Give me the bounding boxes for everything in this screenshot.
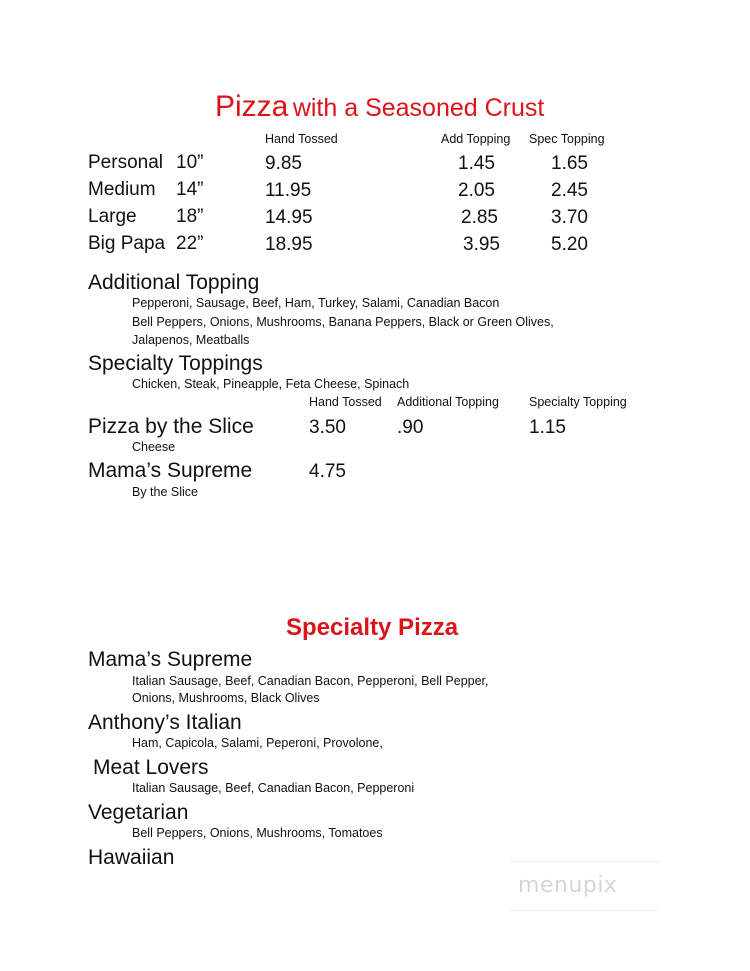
size-name-large: Large [88,206,137,227]
size-inches-personal: 10” [176,152,204,173]
by-slice-sub: Cheese [132,440,176,454]
page-title [215,90,544,124]
price-add-big-papa: 3.95 [463,234,500,255]
price-spec-big-papa: 5.20 [551,234,588,255]
specialty-toppings-heading: Specialty Toppings [88,352,263,375]
specialty-item-desc: Italian Sausage, Beef, Canadian Bacon, Pepperoni [132,781,415,795]
specialty-pizza-title: Specialty Pizza [286,614,459,641]
specialty-item-desc: Onions, Mushrooms, Black Olives [132,691,320,705]
additional-topping-line-3: Jalapenos, Meatballs [132,333,250,347]
size-name-personal: Personal [88,152,163,173]
price-hand-big-papa: 18.95 [265,234,313,255]
size-name-medium: Medium [88,179,156,200]
size-inches-big-papa: 22” [176,233,204,254]
watermark-logo: menupix [518,873,618,898]
specialty-toppings-line: Chicken, Steak, Pineapple, Feta Cheese, Spinach [132,377,410,391]
specialty-item-desc: Italian Sausage, Beef, Canadian Bacon, Pepperoni, Bell Pepper, [132,674,489,688]
specialty-item-name: Meat Lovers [93,756,209,779]
price-spec-large: 3.70 [551,207,588,228]
mamas-slice-sub: By the Slice [132,485,199,499]
price-add-personal: 1.45 [458,153,495,174]
by-slice-hand-tossed: 3.50 [309,417,346,438]
header-add-topping: Add Topping [441,132,511,146]
size-inches-medium: 14” [176,179,204,200]
slice-header-hand-tossed: Hand Tossed [309,395,382,409]
price-hand-personal: 9.85 [265,153,302,174]
by-slice-name: Pizza by the Slice [88,415,254,438]
price-spec-medium: 2.45 [551,180,588,201]
additional-topping-line-2: Bell Peppers, Onions, Mushrooms, Banana Peppers, Black or Green Olives, [132,315,554,329]
watermark-line [510,861,660,862]
slice-header-additional: Additional Topping [397,395,499,409]
by-slice-additional: .90 [397,417,424,438]
mamas-slice-name: Mama’s Supreme [88,459,253,482]
header-hand-tossed: Hand Tossed [265,132,338,146]
specialty-item-name: Vegetarian [88,801,189,824]
title-rest: with a Seasoned Crust [292,94,545,122]
watermark-line [510,910,660,911]
price-spec-personal: 1.65 [551,153,588,174]
price-add-medium: 2.05 [458,180,495,201]
specialty-item-name: Hawaiian [88,846,175,869]
header-spec-topping: Spec Topping [529,132,605,146]
price-hand-medium: 11.95 [265,180,312,201]
specialty-item-desc: Ham, Capicola, Salami, Peperoni, Provolone, [132,736,383,750]
title-main: Pizza [215,90,289,123]
price-add-large: 2.85 [461,207,498,228]
additional-topping-heading: Additional Topping [88,271,260,294]
by-slice-specialty: 1.15 [529,417,566,438]
size-inches-large: 18” [176,206,204,227]
price-hand-large: 14.95 [265,207,313,228]
specialty-item-desc: Bell Peppers, Onions, Mushrooms, Tomatoes [132,826,383,840]
slice-header-specialty: Specialty Topping [529,395,627,409]
specialty-item-name: Anthony’s Italian [88,711,242,734]
mamas-slice-price: 4.75 [309,461,346,482]
specialty-item-name: Mama’s Supreme [88,648,253,671]
size-name-big-papa: Big Papa [88,233,166,254]
additional-topping-line-1: Pepperoni, Sausage, Beef, Ham, Turkey, Salami, Canadian Bacon [132,296,500,310]
